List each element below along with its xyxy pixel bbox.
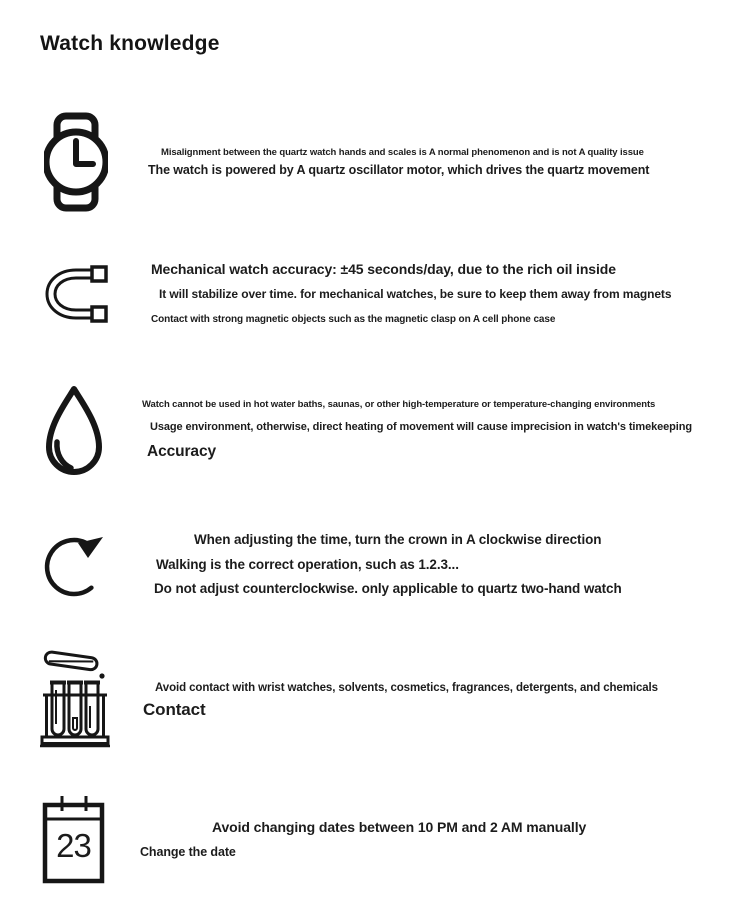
crown-line3-text: Do not adjust counterclockwise. only applicable to quartz two-hand watch <box>154 581 622 596</box>
calendar-icon <box>42 794 105 884</box>
quartz-main-text: The watch is powered by A quartz oscillator motor, which drives the quartz movement <box>148 163 650 177</box>
temperature-note-text: Watch cannot be used in hot water baths, saunas, or other high-temperature or temperature-changing environments <box>142 399 656 410</box>
water-drop-icon <box>42 384 106 482</box>
contact-heading: Contact <box>143 700 206 719</box>
temperature-sub-text: Usage environment, otherwise, direct heating of movement will cause imprecision in watch's timekeeping <box>150 421 692 433</box>
clockwise-rotation-icon <box>42 526 106 606</box>
magnet-main-text: Mechanical watch accuracy: ±45 seconds/day, due to the rich oil inside <box>151 261 616 277</box>
magnet-sub-text: It will stabilize over time. for mechanical watches, be sure to keep them away from magnets <box>159 287 672 301</box>
magnet-note-text: Contact with strong magnetic objects such as the magnetic clasp on A cell phone case <box>151 314 556 325</box>
calendar-day-number: 23 <box>56 827 91 864</box>
crown-line1-text: When adjusting the time, turn the crown in A clockwise direction <box>194 532 602 547</box>
change-date-heading: Change the date <box>140 845 236 859</box>
horseshoe-magnet-icon <box>43 264 110 324</box>
date-line1-text: Avoid changing dates between 10 PM and 2 AM manually <box>212 819 587 835</box>
quartz-note-text: Misalignment between the quartz watch hands and scales is A normal phenomenon and is not A quality issue <box>161 147 644 158</box>
crown-line2-text: Walking is the correct operation, such as 1.2.3... <box>156 557 459 572</box>
page-title: Watch knowledge <box>40 32 220 55</box>
test-tubes-icon <box>40 648 110 748</box>
accuracy-heading: Accuracy <box>147 443 216 460</box>
wristwatch-icon <box>44 112 108 212</box>
chemicals-note-text: Avoid contact with wrist watches, solvents, cosmetics, fragrances, detergents, and chemicals <box>155 682 658 694</box>
